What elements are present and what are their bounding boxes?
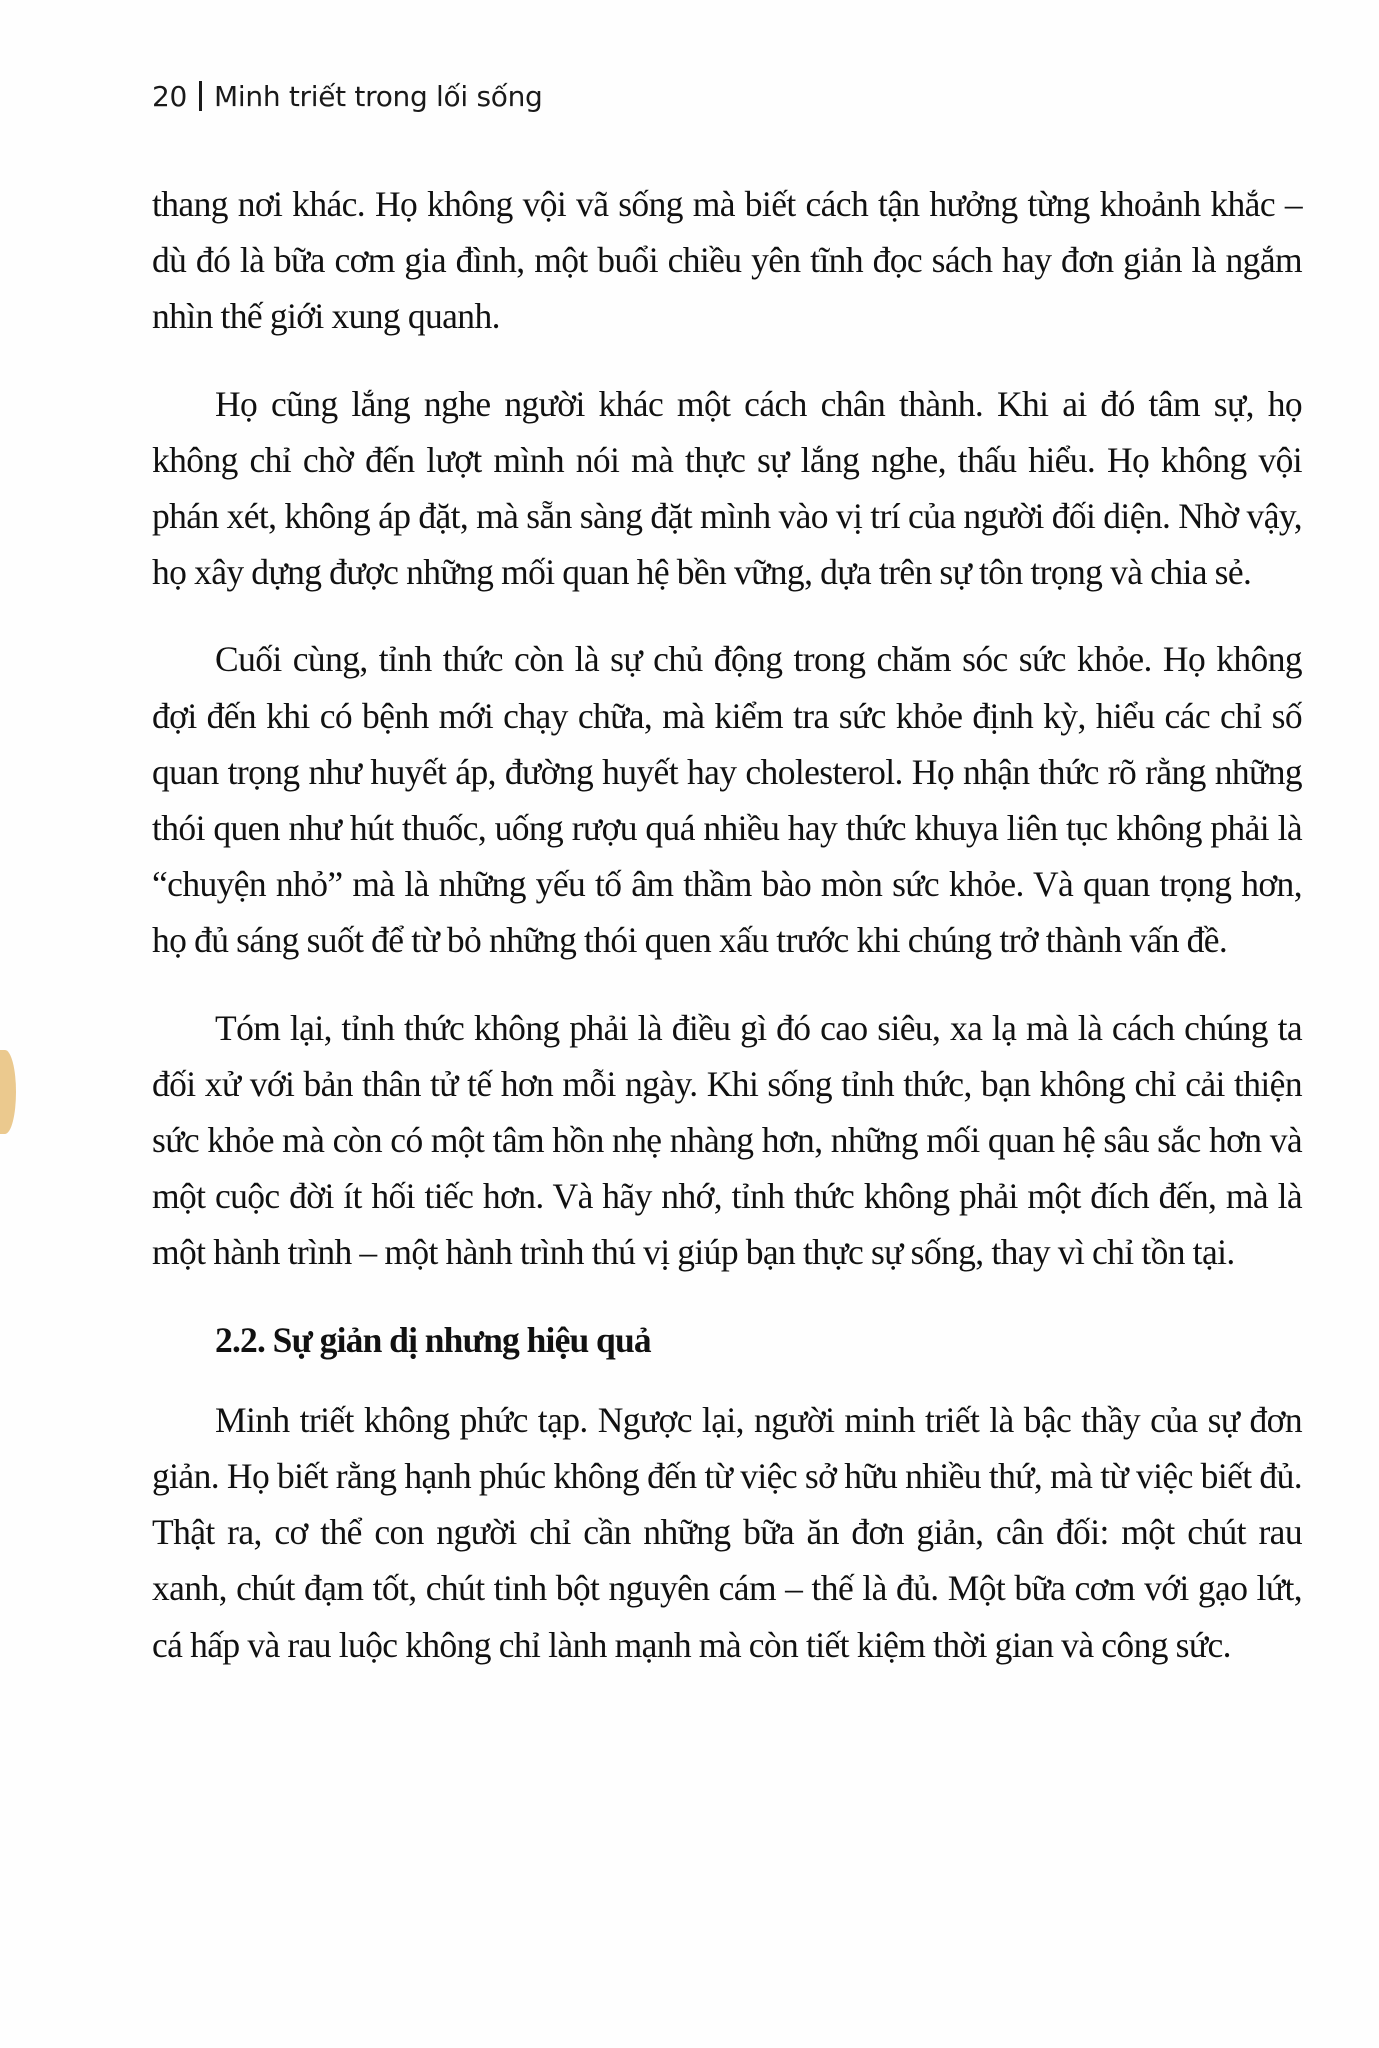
page-body <box>152 176 1302 1673</box>
running-title: Minh triết trong lối sống <box>214 80 543 113</box>
running-header <box>152 80 543 113</box>
header-separator <box>199 81 202 111</box>
page-number: 20 <box>152 80 188 113</box>
paper-stain <box>0 1050 16 1134</box>
paragraph: Họ cũng lắng nghe người khác một cách chân thành. Khi ai đó tâm sự, họ không chỉ chờ đến lượt mình nói mà thực sự lắng nghe, thấu hiểu. Họ không vội phán xét, không áp đặt, mà sẵn sàng đặt mình vào vị trí của người đối diện. Nhờ vậy, họ xây dựng được những mối quan hệ bền vững, dựa trên sự tôn trọng và chia sẻ. <box>152 383 1302 593</box>
section-heading: 2.2. Sự giản dị nhưng hiệu quả <box>215 1319 651 1360</box>
paragraph: Tóm lại, tỉnh thức không phải là điều gì đó cao siêu, xa lạ mà là cách chúng ta đối xử với bản thân tử tế hơn mỗi ngày. Khi sống tỉnh thức, bạn không chỉ cải thiện sức khỏe mà còn có một tâm hồn nhẹ nhàng hơn, những mối quan hệ sâu sắc hơn và một cuộc đời ít hối tiếc hơn. Và hãy nhớ, tỉnh thức không phải một đích đến, mà là một hành trình – một hành trình thú vị giúp bạn thực sự sống, thay vì chỉ tồn tại. <box>152 1007 1302 1273</box>
paragraph: Cuối cùng, tỉnh thức còn là sự chủ động trong chăm sóc sức khỏe. Họ không đợi đến khi có bệnh mới chạy chữa, mà kiểm tra sức khỏe định kỳ, hiểu các chỉ số quan trọng như huyết áp, đường huyết hay cholesterol. Họ nhận thức rõ rằng những thói quen như hút thuốc, uống rượu quá nhiều hay thức khuya liên tục không phải là “chuyện nhỏ” mà là những yếu tố âm thầm bào mòn sức khỏe. Và quan trọng hơn, họ đủ sáng suốt để từ bỏ những thói quen xấu trước khi chúng trở thành vấn đề. <box>152 639 1302 961</box>
paragraph: thang nơi khác. Họ không vội vã sống mà biết cách tận hưởng từng khoảnh khắc – dù đó là bữa cơm gia đình, một buổi chiều yên tĩnh đọc sách hay đơn giản là ngắm nhìn thế giới xung quanh. <box>152 184 1302 337</box>
paragraph: Minh triết không phức tạp. Ngược lại, người minh triết là bậc thầy của sự đơn giản. Họ biết rằng hạnh phúc không đến từ việc sở hữu nhiều thứ, mà từ việc biết đủ. Thật ra, cơ thể con người chỉ cần những bữa ăn đơn giản, cân đối: một chút rau xanh, chút đạm tốt, chút tinh bột nguyên cám – thế là đủ. Một bữa cơm với gạo lứt, cá hấp và rau luộc không chỉ lành mạnh mà còn tiết kiệm thời gian và công sức. <box>152 1399 1302 1665</box>
